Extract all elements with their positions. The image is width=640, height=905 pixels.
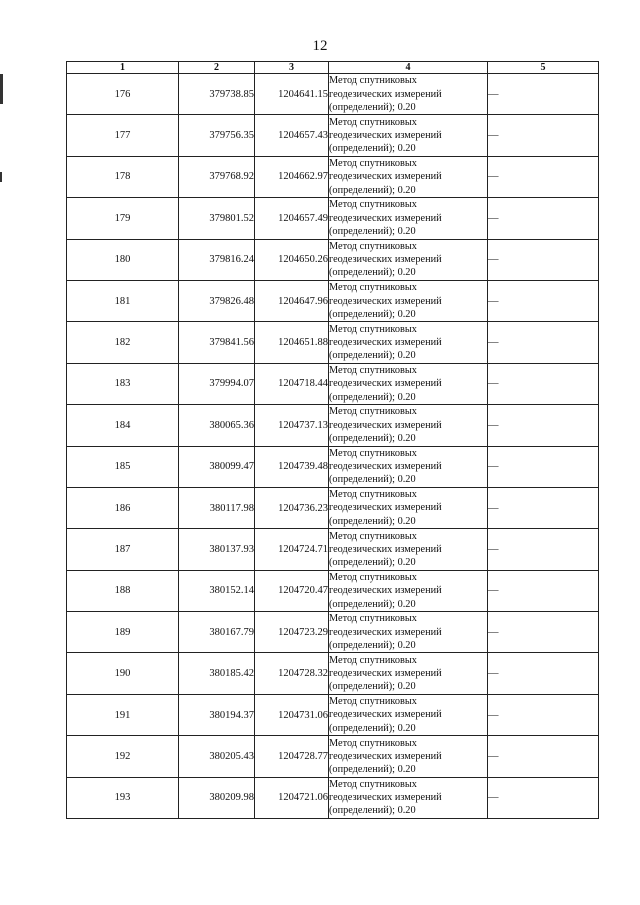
- method-line: геодезических измерений: [329, 171, 442, 183]
- coordinate-y: 1204720.47: [255, 570, 329, 611]
- margin-scan-mark: [0, 74, 3, 104]
- table-row: [67, 198, 599, 239]
- method-line: (определений); 0.20: [329, 598, 416, 610]
- coordinate-x: 380209.98: [179, 777, 255, 818]
- coordinate-x: 380117.98: [179, 487, 255, 528]
- coordinate-y: 1204739.48: [255, 446, 329, 487]
- method-cell: [329, 74, 488, 115]
- method-line: (определений); 0.20: [329, 267, 416, 279]
- table-row: [67, 156, 599, 197]
- coordinate-x: 379826.48: [179, 280, 255, 321]
- coordinate-y: 1204651.88: [255, 322, 329, 363]
- method-cell: [329, 487, 488, 528]
- method-line: Метод спутниковых: [329, 199, 417, 211]
- table-row: [67, 446, 599, 487]
- coordinate-x: 379738.85: [179, 74, 255, 115]
- page-number: 12: [312, 38, 328, 54]
- coordinate-x: 380194.37: [179, 694, 255, 735]
- margin-scan-mark: [0, 172, 2, 182]
- table-row: [67, 529, 599, 570]
- header-cell: 3: [255, 62, 329, 74]
- coordinate-x: 379994.07: [179, 363, 255, 404]
- coordinate-x: 379756.35: [179, 115, 255, 156]
- method-line: геодезических измерений: [329, 129, 442, 141]
- coordinate-y: 1204728.32: [255, 653, 329, 694]
- method-line: (определений); 0.20: [329, 557, 416, 569]
- coordinate-y: 1204657.49: [255, 198, 329, 239]
- coordinate-y: 1204718.44: [255, 363, 329, 404]
- note-cell: —: [488, 653, 599, 694]
- method-cell: [329, 612, 488, 653]
- note-cell: —: [488, 736, 599, 777]
- method-line: геодезических измерений: [329, 709, 442, 721]
- table-row: [67, 115, 599, 156]
- header-cell: 4: [329, 62, 488, 74]
- method-cell: [329, 694, 488, 735]
- method-line: Метод спутниковых: [329, 489, 417, 501]
- method-line: (определений); 0.20: [329, 226, 416, 238]
- method-line: (определений); 0.20: [329, 805, 416, 817]
- header-cell: 2: [179, 62, 255, 74]
- method-line: Метод спутниковых: [329, 778, 417, 790]
- method-cell: [329, 363, 488, 404]
- table-row: [67, 322, 599, 363]
- point-number: 186: [67, 487, 179, 528]
- method-line: (определений); 0.20: [329, 143, 416, 155]
- point-number: 193: [67, 777, 179, 818]
- table-header-row: [67, 62, 599, 74]
- method-line: (определений); 0.20: [329, 639, 416, 651]
- coordinate-x: 379801.52: [179, 198, 255, 239]
- point-number: 180: [67, 239, 179, 280]
- table-row: [67, 777, 599, 818]
- note-cell: —: [488, 115, 599, 156]
- method-line: (определений); 0.20: [329, 515, 416, 527]
- point-number: 176: [67, 74, 179, 115]
- point-number: 183: [67, 363, 179, 404]
- note-cell: —: [488, 74, 599, 115]
- note-cell: —: [488, 446, 599, 487]
- method-line: геодезических измерений: [329, 254, 442, 266]
- method-cell: [329, 446, 488, 487]
- coordinate-x: 380167.79: [179, 612, 255, 653]
- method-line: геодезических измерений: [329, 212, 442, 224]
- method-cell: [329, 239, 488, 280]
- coordinate-y: 1204647.96: [255, 280, 329, 321]
- method-line: геодезических измерений: [329, 585, 442, 597]
- method-line: Метод спутниковых: [329, 530, 417, 542]
- coordinate-y: 1204641.15: [255, 74, 329, 115]
- coordinate-x: 380137.93: [179, 529, 255, 570]
- coordinate-y: 1204657.43: [255, 115, 329, 156]
- method-line: Метод спутниковых: [329, 447, 417, 459]
- table-row: [67, 405, 599, 446]
- coordinate-x: 380099.47: [179, 446, 255, 487]
- table-row: [67, 363, 599, 404]
- table-row: [67, 653, 599, 694]
- point-number: 185: [67, 446, 179, 487]
- point-number: 177: [67, 115, 179, 156]
- coordinate-x: 379841.56: [179, 322, 255, 363]
- table-row: [67, 570, 599, 611]
- method-line: геодезических измерений: [329, 336, 442, 348]
- method-line: Метод спутниковых: [329, 240, 417, 252]
- method-line: Метод спутниковых: [329, 116, 417, 128]
- note-cell: —: [488, 405, 599, 446]
- method-line: (определений); 0.20: [329, 350, 416, 362]
- coordinate-x: 380205.43: [179, 736, 255, 777]
- method-line: Метод спутниковых: [329, 406, 417, 418]
- method-cell: [329, 405, 488, 446]
- method-line: Метод спутниковых: [329, 364, 417, 376]
- method-line: Метод спутниковых: [329, 737, 417, 749]
- point-number: 187: [67, 529, 179, 570]
- table-row: [67, 239, 599, 280]
- note-cell: —: [488, 156, 599, 197]
- point-number: 179: [67, 198, 179, 239]
- method-line: геодезических измерений: [329, 461, 442, 473]
- note-cell: —: [488, 363, 599, 404]
- method-line: Метод спутниковых: [329, 75, 417, 87]
- point-number: 178: [67, 156, 179, 197]
- method-line: Метод спутниковых: [329, 323, 417, 335]
- method-cell: [329, 570, 488, 611]
- method-cell: [329, 280, 488, 321]
- method-line: геодезических измерений: [329, 502, 442, 514]
- coordinate-x: 380152.14: [179, 570, 255, 611]
- method-line: Метод спутниковых: [329, 158, 417, 170]
- note-cell: —: [488, 322, 599, 363]
- method-line: Метод спутниковых: [329, 696, 417, 708]
- point-number: 182: [67, 322, 179, 363]
- coordinate-x: 380065.36: [179, 405, 255, 446]
- method-line: (определений); 0.20: [329, 184, 416, 196]
- method-line: геодезических измерений: [329, 792, 442, 804]
- header-cell: 1: [67, 62, 179, 74]
- point-number: 181: [67, 280, 179, 321]
- table-row: [67, 612, 599, 653]
- method-cell: [329, 777, 488, 818]
- note-cell: —: [488, 198, 599, 239]
- coordinate-y: 1204723.29: [255, 612, 329, 653]
- method-line: (определений); 0.20: [329, 391, 416, 403]
- method-line: Метод спутниковых: [329, 613, 417, 625]
- point-number: 184: [67, 405, 179, 446]
- method-line: геодезических измерений: [329, 378, 442, 390]
- note-cell: —: [488, 777, 599, 818]
- method-cell: [329, 529, 488, 570]
- coordinate-x: 380185.42: [179, 653, 255, 694]
- header-cell: 5: [488, 62, 599, 74]
- coordinate-y: 1204737.13: [255, 405, 329, 446]
- coordinate-y: 1204724.71: [255, 529, 329, 570]
- table-row: [67, 736, 599, 777]
- table-row: [67, 694, 599, 735]
- table-row: [67, 487, 599, 528]
- point-number: 192: [67, 736, 179, 777]
- coordinates-table: [66, 61, 599, 819]
- note-cell: —: [488, 487, 599, 528]
- note-cell: —: [488, 529, 599, 570]
- method-line: геодезических измерений: [329, 419, 442, 431]
- table-row: [67, 280, 599, 321]
- method-line: (определений); 0.20: [329, 681, 416, 693]
- note-cell: —: [488, 694, 599, 735]
- point-number: 190: [67, 653, 179, 694]
- method-line: геодезических измерений: [329, 88, 442, 100]
- coordinate-x: 379816.24: [179, 239, 255, 280]
- method-line: геодезических измерений: [329, 626, 442, 638]
- method-line: (определений); 0.20: [329, 101, 416, 113]
- coordinate-y: 1204650.26: [255, 239, 329, 280]
- note-cell: —: [488, 280, 599, 321]
- point-number: 189: [67, 612, 179, 653]
- coordinate-y: 1204721.06: [255, 777, 329, 818]
- method-cell: [329, 736, 488, 777]
- method-line: (определений); 0.20: [329, 432, 416, 444]
- point-number: 188: [67, 570, 179, 611]
- coordinate-x: 379768.92: [179, 156, 255, 197]
- note-cell: —: [488, 239, 599, 280]
- method-cell: [329, 198, 488, 239]
- method-cell: [329, 653, 488, 694]
- note-cell: —: [488, 570, 599, 611]
- method-line: (определений); 0.20: [329, 764, 416, 776]
- method-cell: [329, 322, 488, 363]
- coordinate-y: 1204662.97: [255, 156, 329, 197]
- coordinate-y: 1204731.06: [255, 694, 329, 735]
- method-cell: [329, 115, 488, 156]
- method-line: геодезических измерений: [329, 543, 442, 555]
- method-line: геодезических измерений: [329, 668, 442, 680]
- method-line: (определений); 0.20: [329, 474, 416, 486]
- coordinate-y: 1204736.23: [255, 487, 329, 528]
- table-row: [67, 74, 599, 115]
- method-line: (определений); 0.20: [329, 722, 416, 734]
- method-line: Метод спутниковых: [329, 571, 417, 583]
- point-number: 191: [67, 694, 179, 735]
- method-cell: [329, 156, 488, 197]
- method-line: геодезических измерений: [329, 750, 442, 762]
- coordinate-y: 1204728.77: [255, 736, 329, 777]
- note-cell: —: [488, 612, 599, 653]
- method-line: (определений); 0.20: [329, 308, 416, 320]
- method-line: Метод спутниковых: [329, 654, 417, 666]
- method-line: геодезических измерений: [329, 295, 442, 307]
- method-line: Метод спутниковых: [329, 282, 417, 294]
